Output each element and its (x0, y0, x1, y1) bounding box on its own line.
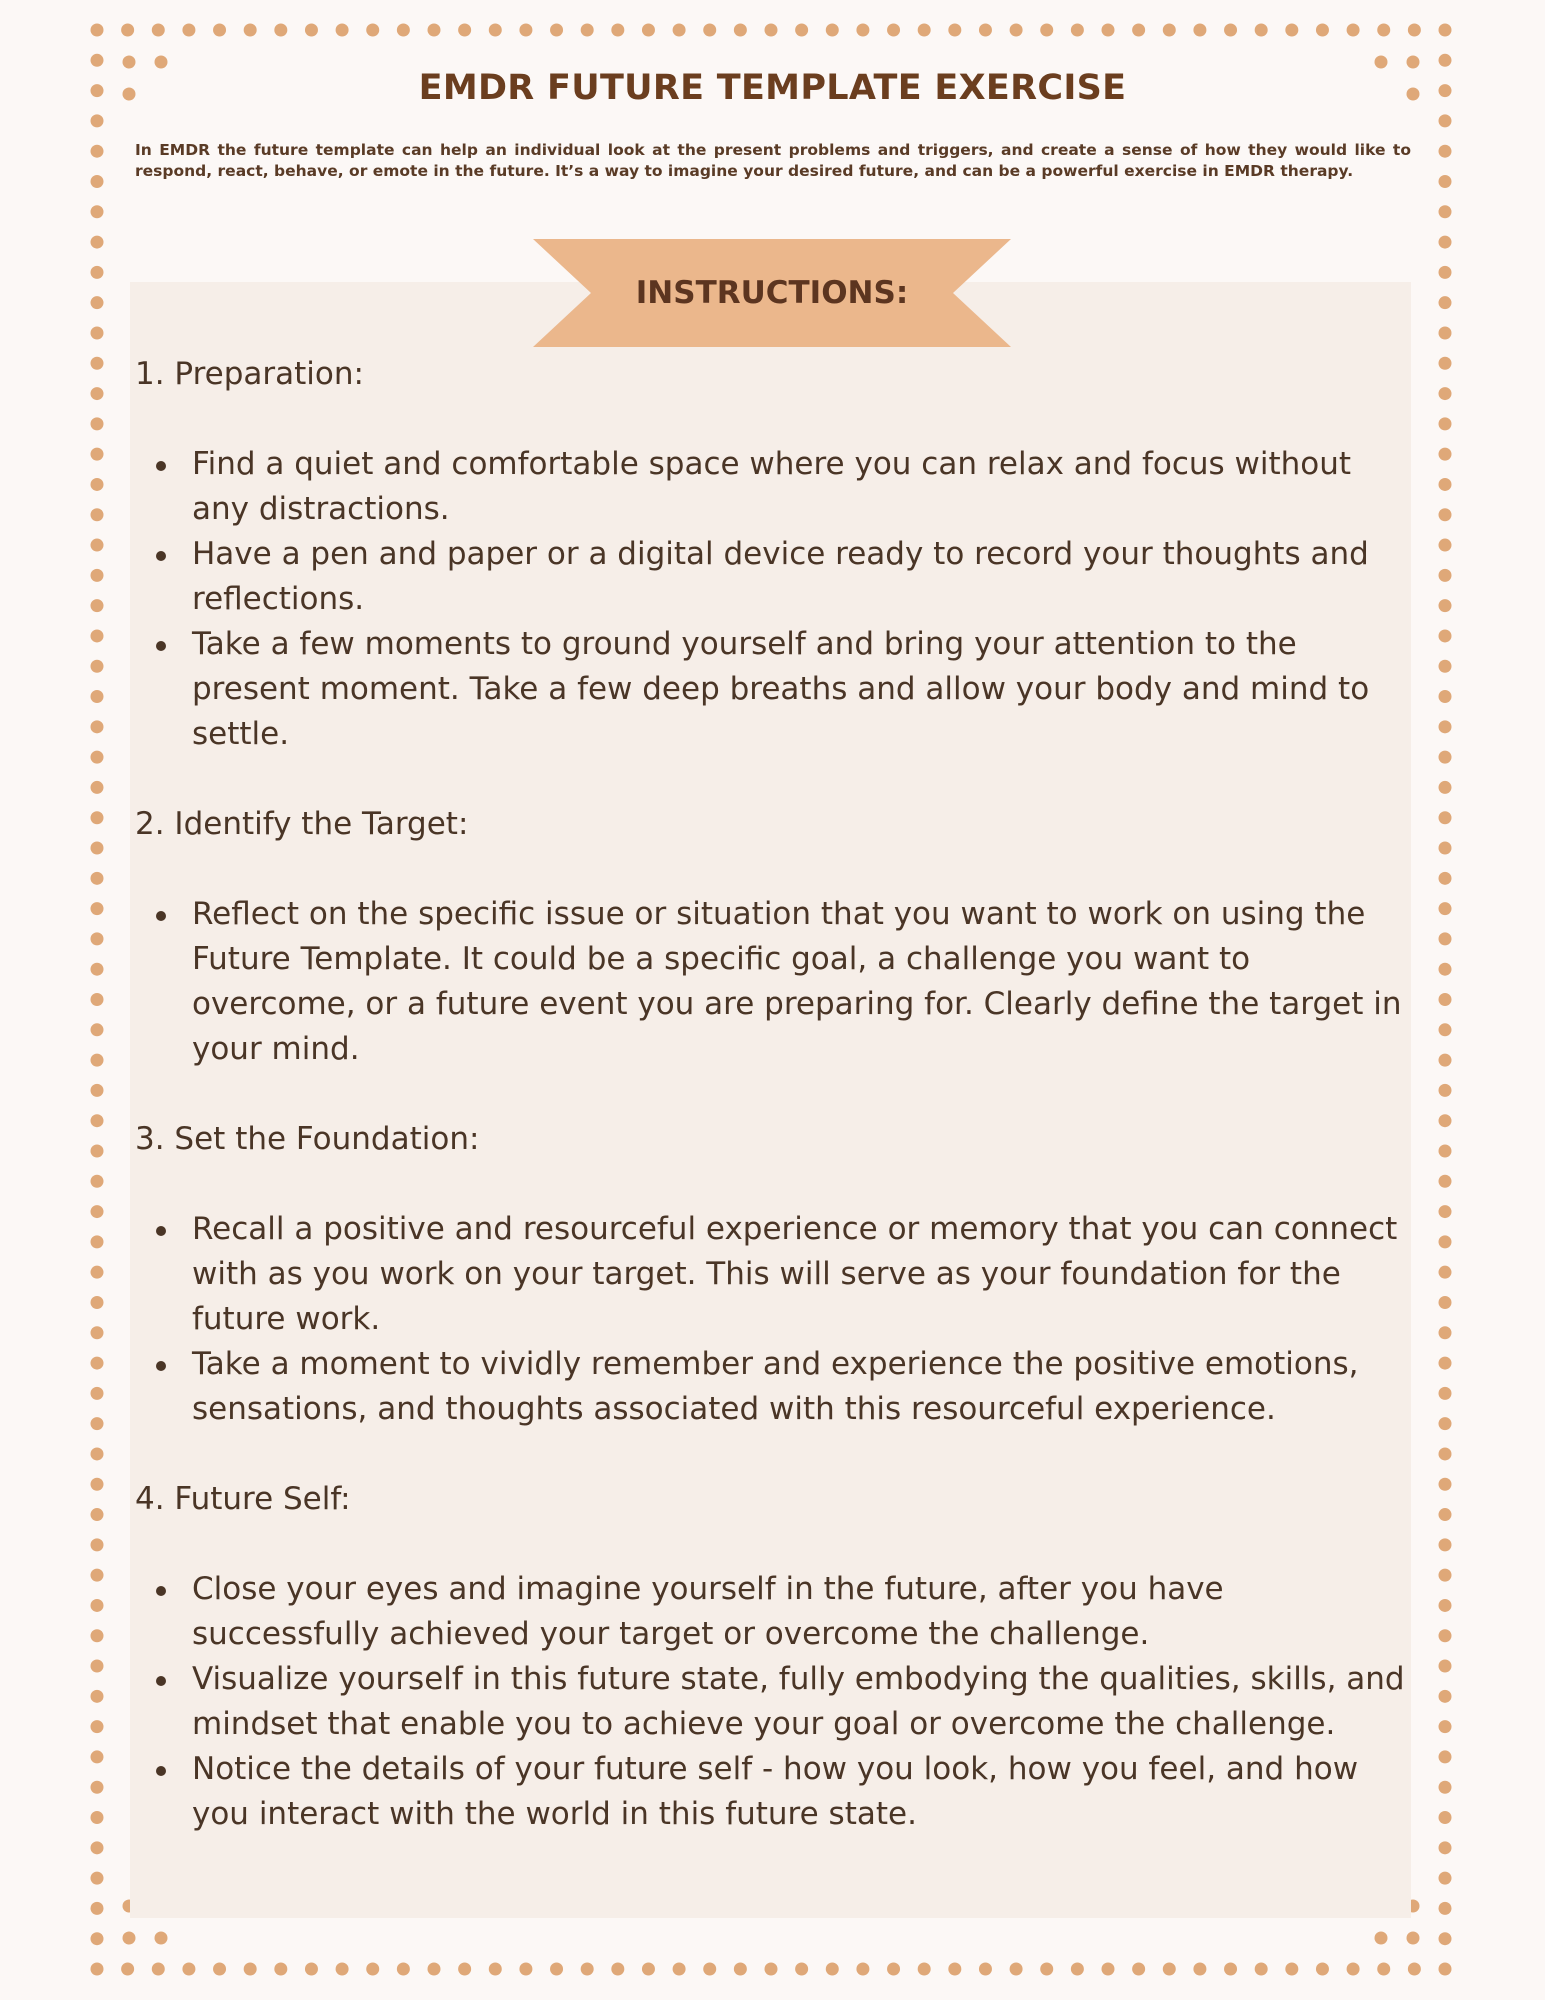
border-dot (274, 24, 287, 37)
border-dot (1439, 1569, 1452, 1582)
border-dot (1439, 1599, 1452, 1612)
border-dot (1439, 1084, 1452, 1097)
border-dot (91, 1054, 104, 1067)
border-dot (1439, 690, 1452, 703)
border-dot (152, 24, 165, 37)
border-dot (91, 932, 104, 945)
border-dot (1439, 993, 1452, 1006)
border-dot (642, 1963, 655, 1976)
border-dot (1439, 1932, 1452, 1945)
border-dot (1439, 1054, 1452, 1067)
border-dot (91, 1720, 104, 1733)
section-heading: 2. Identify the Target: (135, 806, 469, 842)
border-dot (1408, 24, 1421, 37)
border-dot (1439, 1902, 1452, 1915)
border-dot (91, 357, 104, 370)
border-dot (1439, 1690, 1452, 1703)
border-dot (1439, 1478, 1452, 1491)
border-dot (1255, 24, 1268, 37)
border-dot (123, 1932, 136, 1945)
border-dot (244, 24, 257, 37)
border-dot (1285, 24, 1298, 37)
border-dot (91, 1205, 104, 1218)
border-dot (1439, 326, 1452, 339)
border-dot (458, 24, 471, 37)
border-dot (91, 1660, 104, 1673)
border-dot (121, 1963, 134, 1976)
border-dot (91, 781, 104, 794)
bullet-list (135, 1207, 1411, 1432)
border-dot (1439, 145, 1452, 158)
border-dot (428, 24, 441, 37)
border-dot (887, 24, 900, 37)
border-dot (1439, 1235, 1452, 1248)
border-dot (1040, 24, 1053, 37)
border-dot (1439, 54, 1452, 67)
border-dot (611, 1963, 624, 1976)
bullet-item: Have a pen and paper or a digital device ready to record your thoughts and reflections. (135, 532, 1411, 622)
border-dot (1439, 1296, 1452, 1309)
border-dot (581, 24, 594, 37)
border-dot (611, 24, 624, 37)
border-dot (1439, 387, 1452, 400)
border-dot (1439, 811, 1452, 824)
section-heading: 3. Set the Foundation: (135, 1121, 480, 1157)
border-dot (1439, 872, 1452, 885)
bullet-item: Take a few moments to ground yourself and bring your attention to the present moment. Take a few deep breaths and allow your body and mind to settle. (135, 622, 1411, 757)
border-dot (305, 24, 318, 37)
border-dot (458, 1963, 471, 1976)
border-dot (1439, 24, 1452, 37)
border-dot (642, 24, 655, 37)
border-dot (1439, 1447, 1452, 1460)
border-dot (397, 1963, 410, 1976)
border-dot (91, 660, 104, 673)
border-dot (856, 24, 869, 37)
border-dot (213, 24, 226, 37)
border-dot (1439, 539, 1452, 552)
border-dot (1193, 1963, 1206, 1976)
page-title: EMDR FUTURE TEMPLATE EXERCISE (418, 68, 1127, 108)
border-dot (91, 114, 104, 127)
border-dot (1439, 1781, 1452, 1794)
border-dot (91, 1357, 104, 1370)
border-dot (918, 24, 931, 37)
border-dot (703, 24, 716, 37)
border-dot (1040, 1963, 1053, 1976)
bullet-list (135, 892, 1411, 1072)
border-dot (1439, 599, 1452, 612)
border-dot (1439, 1114, 1452, 1127)
border-dot (1071, 24, 1084, 37)
border-dot (519, 1963, 532, 1976)
border-dot (91, 1781, 104, 1794)
border-dot (1255, 1963, 1268, 1976)
border-dot (91, 720, 104, 733)
bullet-item: Recall a positive and resourceful experience or memory that you can connect with as you work on your target. This will serve as your foundation for the future work. (135, 1207, 1411, 1342)
border-dot (979, 24, 992, 37)
border-dot (91, 326, 104, 339)
border-dot (123, 56, 136, 69)
border-dot (581, 1963, 594, 1976)
border-dot (91, 387, 104, 400)
border-dot (91, 811, 104, 824)
border-dot (1439, 508, 1452, 521)
border-dot (1132, 24, 1145, 37)
border-dot (91, 1266, 104, 1279)
border-dot (91, 1841, 104, 1854)
border-dot (1375, 1932, 1388, 1945)
border-dot (182, 1963, 195, 1976)
border-dot (550, 1963, 563, 1976)
border-dot (91, 1023, 104, 1036)
border-dot (703, 1963, 716, 1976)
bullet-list (135, 442, 1411, 757)
border-dot (91, 24, 104, 37)
border-dot (91, 1599, 104, 1612)
border-dot (91, 902, 104, 915)
border-dot (274, 1963, 287, 1976)
border-dot (336, 24, 349, 37)
border-dot (1439, 1629, 1452, 1642)
border-dot (91, 1144, 104, 1157)
border-dot (550, 24, 563, 37)
border-dot (1132, 1963, 1145, 1976)
border-dot (673, 24, 686, 37)
border-dot (856, 1963, 869, 1976)
border-dot (1439, 751, 1452, 764)
border-dot (91, 1175, 104, 1188)
border-dot (1439, 1023, 1452, 1036)
border-dot (979, 1963, 992, 1976)
border-dot (673, 1963, 686, 1976)
border-dot (91, 872, 104, 885)
border-dot (91, 1387, 104, 1400)
border-dot (1439, 1750, 1452, 1763)
border-dot (1375, 56, 1388, 69)
border-dot (795, 24, 808, 37)
border-dot (1377, 1963, 1390, 1976)
border-dot (1071, 1963, 1084, 1976)
border-dot (91, 993, 104, 1006)
border-dot (1439, 1841, 1452, 1854)
border-dot (91, 296, 104, 309)
intro-paragraph: In EMDR the future template can help an individual look at the present problems and triggers, and create a sense of how they would like to respond, react, behave, or emote in the future. It’s a way to imagine your desired future, and can be a powerful exercise in EMDR therapy. (135, 141, 1411, 180)
border-dot (795, 1963, 808, 1976)
border-dot (91, 1447, 104, 1460)
border-dot (1439, 902, 1452, 915)
bullet-item: Take a moment to vividly remember and experience the positive emotions, sensations, and thoughts associated with this resourceful experience. (135, 1342, 1411, 1432)
border-dot (1439, 963, 1452, 976)
border-dot (91, 508, 104, 521)
border-dot (1439, 720, 1452, 733)
border-dot (948, 1963, 961, 1976)
border-dot (1439, 114, 1452, 127)
border-dot (1439, 478, 1452, 491)
border-dot (91, 1084, 104, 1097)
border-dot (765, 1963, 778, 1976)
section-heading: 4. Future Self: (135, 1481, 351, 1517)
border-dot (734, 24, 747, 37)
border-dot (1439, 842, 1452, 855)
border-dot (91, 1296, 104, 1309)
border-dot (336, 1963, 349, 1976)
border-dot (1439, 1326, 1452, 1339)
bullet-item: Close your eyes and imagine yourself in the future, after you have successfully achieved your target or overcome the challenge. (135, 1567, 1411, 1657)
border-dot (91, 205, 104, 218)
border-dot (91, 145, 104, 158)
border-dot (91, 1750, 104, 1763)
border-dot (1193, 24, 1206, 37)
border-dot (1439, 1660, 1452, 1673)
instructions-content (135, 352, 1411, 1882)
border-dot (91, 266, 104, 279)
border-dot (1439, 1175, 1452, 1188)
border-dot (91, 1811, 104, 1824)
border-dot (1316, 1963, 1329, 1976)
border-dot (91, 1902, 104, 1915)
border-dot (91, 1326, 104, 1339)
border-dot (91, 1114, 104, 1127)
border-dot (91, 690, 104, 703)
border-dot (155, 1932, 168, 1945)
border-dot (91, 1235, 104, 1248)
border-dot (155, 56, 168, 69)
border-dot (1439, 236, 1452, 249)
border-dot (1439, 266, 1452, 279)
border-dot (1224, 24, 1237, 37)
bullet-item: Visualize yourself in this future state, fully embodying the qualities, skills, and mindset that enable you to achieve your goal or overcome the challenge. (135, 1657, 1411, 1747)
border-dot (1439, 781, 1452, 794)
border-dot (1316, 24, 1329, 37)
border-dot (1347, 24, 1360, 37)
bullet-item: Notice the details of your future self - how you look, how you feel, and how you interact with the world in this future state. (135, 1747, 1411, 1837)
border-dot (1224, 1963, 1237, 1976)
border-dot (1347, 1963, 1360, 1976)
border-dot (826, 24, 839, 37)
border-dot (1439, 1720, 1452, 1733)
border-dot (91, 569, 104, 582)
border-dot (1439, 569, 1452, 582)
border-dot (1102, 1963, 1115, 1976)
border-dot (91, 1508, 104, 1521)
border-dot (1439, 629, 1452, 642)
border-dot (1439, 1963, 1452, 1976)
border-dot (765, 24, 778, 37)
border-dot (1439, 1387, 1452, 1400)
border-dot (1010, 24, 1023, 37)
border-dot (91, 1478, 104, 1491)
border-dot (826, 1963, 839, 1976)
border-dot (152, 1963, 165, 1976)
border-dot (182, 24, 195, 37)
border-dot (1439, 1811, 1452, 1824)
border-dot (1285, 1963, 1298, 1976)
border-dot (91, 1872, 104, 1885)
border-dot (366, 24, 379, 37)
border-dot (91, 539, 104, 552)
border-dot (918, 1963, 931, 1976)
border-dot (1439, 1872, 1452, 1885)
border-dot (734, 1963, 747, 1976)
border-dot (305, 1963, 318, 1976)
border-dot (428, 1963, 441, 1976)
border-dot (1439, 1508, 1452, 1521)
border-dot (91, 1569, 104, 1582)
border-dot (887, 1963, 900, 1976)
border-dot (1439, 175, 1452, 188)
border-dot (1439, 1205, 1452, 1218)
border-dot (91, 1417, 104, 1430)
section-heading: 1. Preparation: (135, 356, 364, 392)
bullet-item: Reflect on the specific issue or situation that you want to work on using the Future Template. It could be a specific goal, a challenge you want to overcome, or a future event you are preparing for. Clearly define the target in your mind. (135, 892, 1411, 1072)
border-dot (91, 1963, 104, 1976)
border-dot (91, 478, 104, 491)
border-dot (244, 1963, 257, 1976)
border-dot (397, 24, 410, 37)
border-dot (1439, 1538, 1452, 1551)
border-dot (91, 417, 104, 430)
border-dot (519, 24, 532, 37)
border-dot (1408, 1963, 1421, 1976)
border-dot (91, 629, 104, 642)
border-dot (91, 54, 104, 67)
border-dot (121, 24, 134, 37)
instructions-heading: INSTRUCTIONS: (635, 275, 909, 311)
border-dot (1407, 1932, 1420, 1945)
border-dot (1439, 205, 1452, 218)
border-dot (1102, 24, 1115, 37)
border-dot (91, 963, 104, 976)
border-dot (1163, 24, 1176, 37)
border-dot (1439, 448, 1452, 461)
border-dot (1439, 357, 1452, 370)
border-dot (1439, 1417, 1452, 1430)
border-dot (1407, 56, 1420, 69)
border-dot (91, 1538, 104, 1551)
border-dot (91, 175, 104, 188)
border-dot (91, 599, 104, 612)
bullet-item: Find a quiet and comfortable space where you can relax and focus without any distractions. (135, 442, 1411, 532)
border-dot (91, 448, 104, 461)
border-dot (1439, 1357, 1452, 1370)
border-dot (1439, 1266, 1452, 1279)
border-dot (91, 1690, 104, 1703)
border-dot (91, 236, 104, 249)
border-dot (1163, 1963, 1176, 1976)
border-dot (1439, 1144, 1452, 1157)
border-dot (1439, 660, 1452, 673)
border-dot (91, 842, 104, 855)
border-dot (91, 751, 104, 764)
border-dot (489, 24, 502, 37)
border-dot (1439, 932, 1452, 945)
border-dot (1010, 1963, 1023, 1976)
border-dot (1439, 417, 1452, 430)
border-dot (948, 24, 961, 37)
border-dot (213, 1963, 226, 1976)
border-dot (366, 1963, 379, 1976)
bullet-list (135, 1567, 1411, 1837)
border-dot (91, 1932, 104, 1945)
border-dot (1439, 296, 1452, 309)
border-dot (91, 1629, 104, 1642)
border-dot (1377, 24, 1390, 37)
border-dot (489, 1963, 502, 1976)
